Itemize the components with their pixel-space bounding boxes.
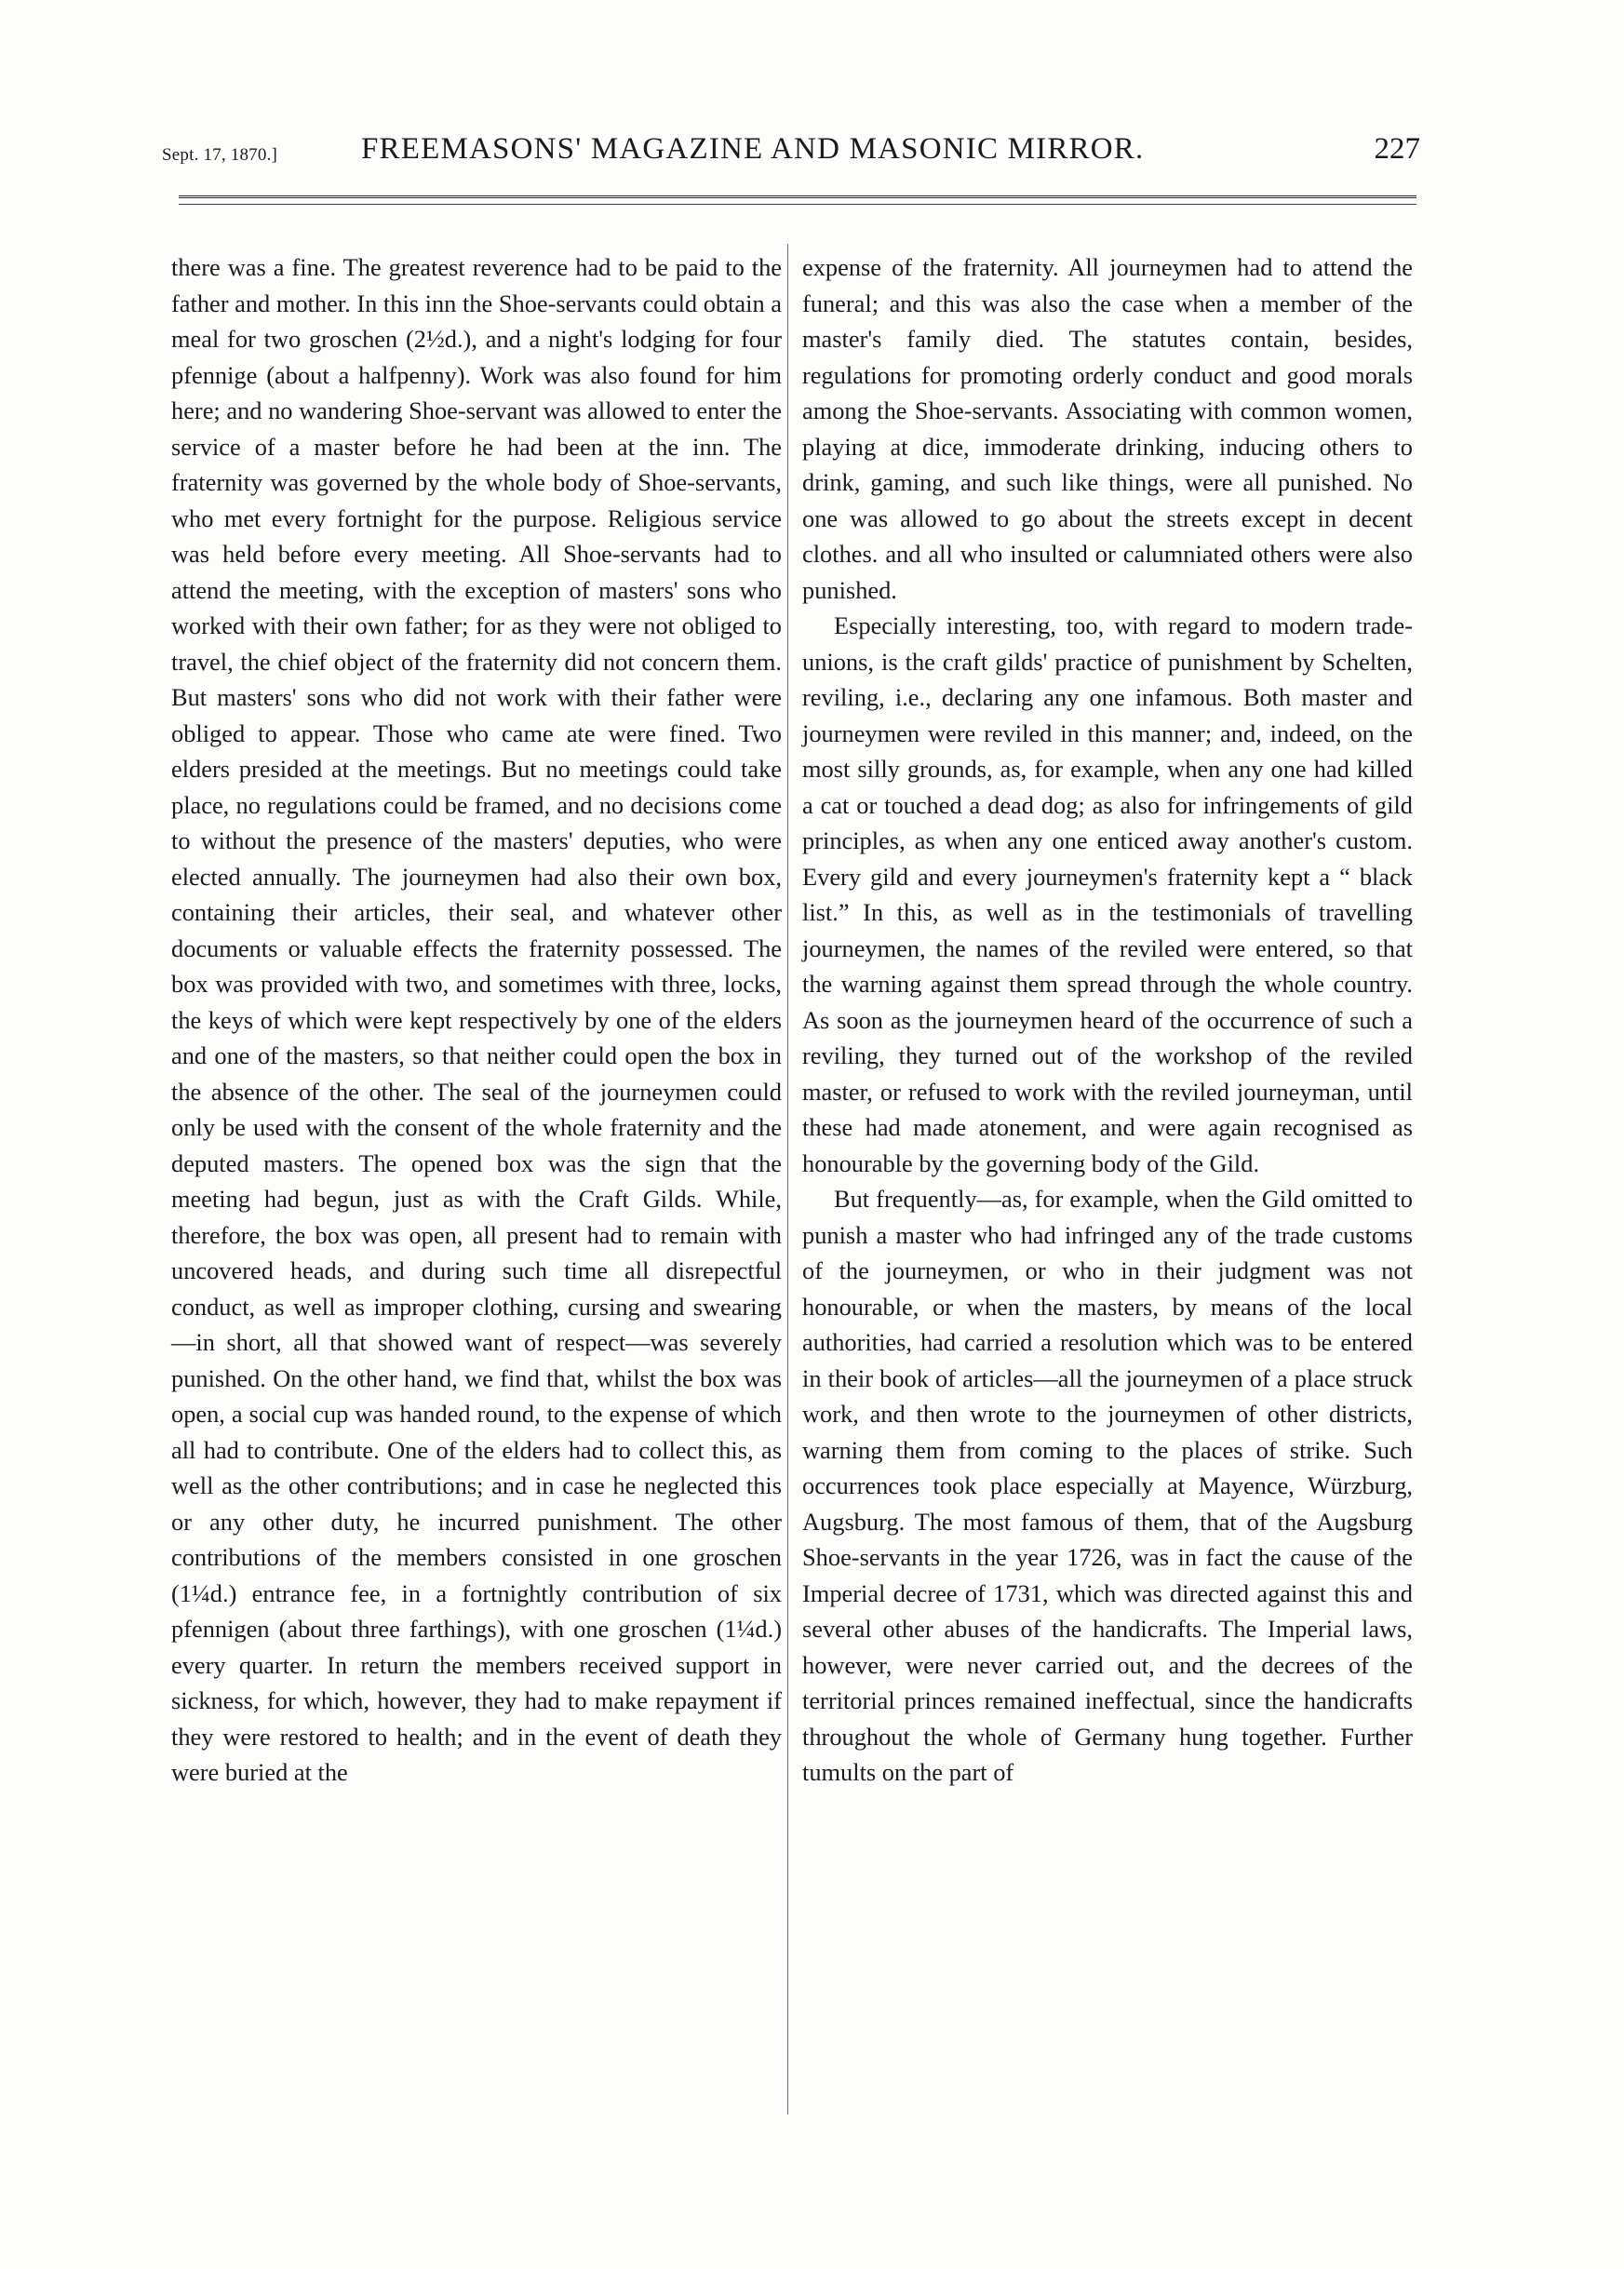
right-column bbox=[802, 249, 1413, 1791]
right-paragraph-1: expense of the fraternity. All journeymen had to attend the funeral; and this was also the case when a member of the master's family died. The statutes contain, besides, regulations for promoting orderly conduct and good morals among the Shoe-servants. Associating with common women, playing at dice, immoderate drinking, inducing others to drink, gaming, and such like things, were all punished. No one was allowed to go about the streets except in decent clothes. and all who insulted or calumniated others were also punished. bbox=[802, 253, 1413, 604]
column-divider bbox=[787, 244, 788, 2115]
issue-date: Sept. 17, 1870.] bbox=[162, 145, 278, 165]
publication-title: FREEMASONS' MAGAZINE AND MASONIC MIRROR. bbox=[361, 132, 1145, 166]
right-paragraph-2: Especially interesting, too, with regard to modern trade-unions, is the craft gilds' practice of punishment by Schelten, reviling, i.e., declaring any one infamous. Both master and journeymen were reviled in this manner; and, indeed, on the most silly grounds, as, for example, when any one had killed a cat or touched a dead dog; as also for infringements of gild principles, as when any one enticed away another's custom. Every gild and every journeymen's fraternity kept a “ black list.” In this, as well as in the testimonials of travelling journeymen, the names of the reviled were entered, so that the warning against them spread through the whole country. As soon as the journeymen heard of the occurrence of such a reviling, they turned out of the workshop of the reviled master, or refused to work with the reviled journeyman, until these had made atonement, and were again recognised as honourable by the governing body of the Gild. bbox=[802, 611, 1413, 1177]
right-paragraph-3: But frequently—as, for example, when the Gild omitted to punish a master who had infringed any of the trade customs of the journeymen, or who in their judgment was not honourable, or when the masters, by means of the local authorities, had carried a resolution which was to be entered in their book of articles—all the journeymen of a place struck work, and then wrote to the journeymen of other districts, warning them from coming to the places of strike. Such occurrences took place especially at Mayence, Würzburg, Augsburg. The most famous of them, that of the Augsburg Shoe-servants in the year 1726, was in fact the cause of the Imperial decree of 1731, which was directed against this and several other abuses of the handicrafts. The Imperial laws, however, were never carried out, and the decrees of the territorial princes remained ineffectual, since the handicrafts throughout the whole of Germany hung together. Further tumults on the part of bbox=[802, 1185, 1413, 1786]
left-paragraph-1: there was a fine. The greatest reverence had to be paid to the father and mother. In this inn the Shoe-servants could obtain a meal for two groschen (2½d.), and a night's lodging for four pfennige (about a halfpenny). Work was also found for him here; and no wandering Shoe-servant was allowed to enter the service of a master before he had been at the inn. The fraternity was governed by the whole body of Shoe-servants, who met every fortnight for the purpose. Religious service was held before every meeting. All Shoe-servants had to attend the meeting, with the exception of masters' sons who worked with their own father; for as they were not obliged to travel, the chief object of the fraternity did not concern them. But masters' sons who did not work with their father were obliged to appear. Those who came ate were fined. Two elders presided at the meetings. But no meetings could take place, no regulations could be framed, and no decisions come to without the presence of the masters' deputies, who were elected annually. The journeymen had also their own box, containing their articles, their seal, and whatever other documents or valuable effects the fraternity possessed. The box was provided with two, and sometimes with three, locks, the keys of which were kept respectively by one of the elders and one of the masters, so that neither could open the box in the absence of the other. The seal of the journeymen could only be used with the consent of the whole fraternity and the deputed masters. The opened box was the sign that the meeting had begun, just as with the Craft Gilds. While, therefore, the box was open, all present had to remain with uncovered heads, and during such time all disrepectful conduct, as well as improper clothing, cursing and swearing—in short, all that showed want of respect—was severely punished. On the other hand, we find that, whilst the box was open, a social cup was handed round, to the expense of which all had to contribute. One of the elders had to collect this, as well as the other contributions; and in case he neglected this or any other duty, he incurred punishment. The other contributions of the members consisted in one groschen (1¼d.) entrance fee, in a fortnightly contribution of six pfennigen (about three farthings), with one groschen (1¼d.) every quarter. In return the members received support in sickness, for which, however, they had to make repayment if they were restored to health; and in the event of death they were buried at the bbox=[171, 253, 782, 1786]
header-rule-thin bbox=[179, 204, 1416, 205]
running-header bbox=[162, 130, 1420, 175]
header-rule bbox=[179, 195, 1416, 198]
page-number: 227 bbox=[1374, 132, 1420, 166]
left-column bbox=[171, 249, 782, 1791]
